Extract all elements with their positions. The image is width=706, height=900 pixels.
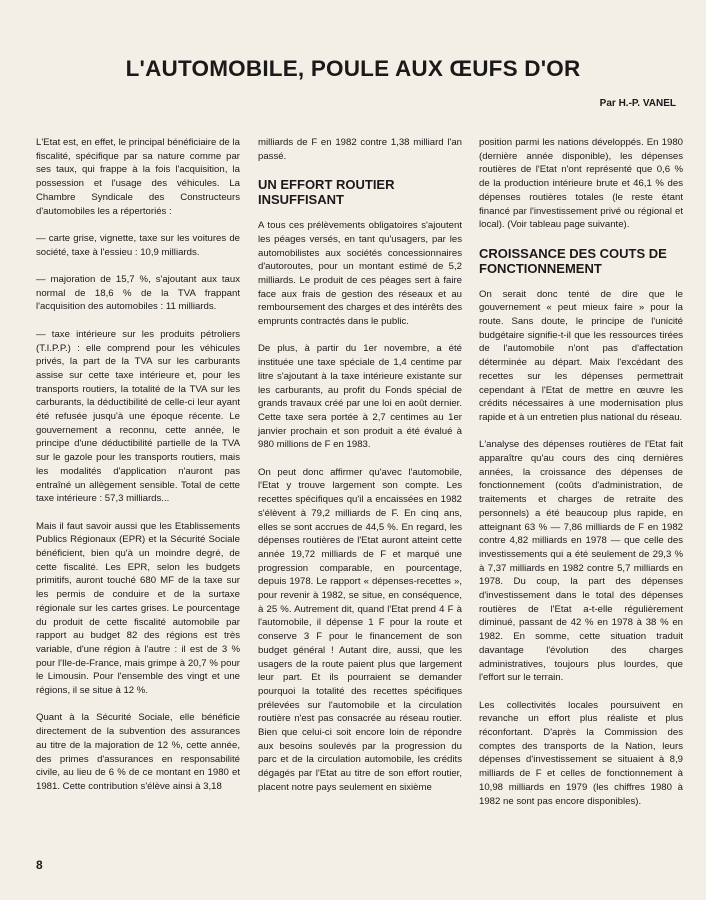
paragraph: De plus, à partir du 1er novembre, a été instituée une taxe spéciale de 1,4 centime par litre s'ajoutant à la taxe intérieure existante sur les carburants, au profit du Fonds spécial de grands travaux créé par une loi en août dernier. Cette taxe sera portée à 2,7 centimes au 1er janvier prochain et son produit a été évalué à 980 millions de F en 1983.: [258, 343, 462, 451]
paragraph: On peut donc affirmer qu'avec l'automobile, l'Etat y trouve largement son compte. Les recettes spécifiques qu'il a encaissées en 1982 s'élèvent à 79,2 milliards de F. En cinq ans, elles se sont accrues de 44,5 %. En regard, les dépenses routières de l'Etat auront atteint cette année 19,72 milliards de F et marqué une progression comparable, en pourcentage, depuis 1978. Le rapport « dépenses-recettes », pour revenir à 1982, se situe, en conséquence, à 25 %. Autrement dit, quand l'Etat prend 4 F à l'automobile, il dépense 1 F pour la route et conserve 3 F pour le financement de son budget général ! Autant dire, aussi, que les usagers de la route paient plus que largement leur part. Et ils pourraient se demander pourquoi la totalité des recettes spécifiques prélevées sur l'automobile et la circulation routière n'est pas consacrée au réseau routier. Bien que celui-ci soit encore loin de répondre aux besoins soulevés par la progression du parc et de la circulation automobile, les crédits dégagés par l'Etat au titre de son effort routier, placent notre pays seulement en sixième: [258, 466, 462, 793]
paragraph: On serait donc tenté de dire que le gouvernement « peut mieux faire » pour la route. Sans doute, le principe de l'unicité budgétaire signifie-t-il que les ressources tirées de l'automobile n'ont pas d'affectation déterminée au départ. Maix l'excédant des recettes sur les dépenses permettrait cependant à l'Etat de mettre en œuvre les crédits nécessaires à une modernisation plus rapide et à un entretien plus national du réseau.: [479, 288, 683, 423]
section-heading: UN EFFORT ROUTIER INSUFFISANT: [258, 177, 395, 208]
paragraph: position parmi les nations développés. En 1980 (dernière année disponible), les dépenses routières de l'Etat n'ont représenté que 0,6 % de la production intérieure brute et 46,1 % des dépenses routières totales (le reste étant financé par l'investissement privé ou régional et local). (Voir tableau page suivante).: [479, 137, 683, 231]
paragraph: A tous ces prélèvements obligatoires s'ajoutent les péages versés, en tant qu'usagers, par les automobilistes aux sociétés concessionnaires d'autoroutes, pour un montant estimé de 5,2 milliards. Le produit de ces péages sert à faire face aux frais de gestion des réseaux et au remboursement des charges et des intérêts des emprunts contractés dans le public.: [258, 220, 462, 328]
page-number: 8: [36, 858, 43, 872]
paragraph: L'Etat est, en effet, le principal bénéficiaire de la fiscalité, spécifique par sa nature comme par ses taux, qui frappe à la fois l'acquisition, la possession et l'usage des véhicules. La Chambre Syndicale des Constructeurs d'automobiles les a répertoriés :: [36, 137, 240, 217]
paragraph: Les collectivités locales poursuivent en revanche un effort plus réaliste et plus réconfortant. D'après la Commission des comptes des transports de la Nation, leurs dépenses d'investissement se situaient à 8,9 milliards de F et celles de fonctionnement à 10,98 milliards en 1979 (les chiffres 1980 à 1982 ne sont pas encore disponibles).: [479, 699, 683, 807]
paragraph: milliards de F en 1982 contre 1,38 milliard l'an passé.: [258, 137, 462, 162]
paragraph: Quant à la Sécurité Sociale, elle bénéficie directement de la subvention des assurances au titre de la majoration de 12 %, cette année, des primes d'assurances en responsabilité civile, au lieu de 6 % de ce montant en 1980 et 1981. Cette contribution s'élève ainsi à 3,18: [36, 712, 240, 792]
article-title: L'AUTOMOBILE, POULE AUX ŒUFS D'OR: [125, 56, 581, 81]
column-1: [36, 136, 240, 807]
column-2: [258, 136, 462, 808]
paragraph: L'analyse des dépenses routières de l'Etat fait apparaître qu'au cours des cinq dernières années, la croissance des dépenses de fonctionnement (coûts d'administration, de traitements et charges de retraite des personnels) a été beaucoup plus rapide, en atteignant 63 % — 7,86 milliards de F en 1982 contre 4,82 milliards en 1978 — que celle des investissements qui a été seulement de 29,3 % à 7,37 milliards en 1982 contre 5,7 milliards en 1978. Du coup, la part des dépenses d'investissement dans le total des dépenses routières de l'Etat a-t-elle régulièrement diminué, passant de 42 % en 1978 à 38 % en 1982. En somme, cette situation traduit davantage l'évolution des charges administratives, toujours plus lourdes, que l'effort sur le terrain.: [479, 439, 683, 684]
section-heading: CROISSANCE DES COUTS DE FONCTIONNEMENT: [479, 245, 667, 276]
paragraph: Mais il faut savoir aussi que les Etablissements Publics Régionaux (EPR) et la Sécurité Sociale bénéficient, bien qu'à un moindre degré, de cette fiscalité. Les EPR, selon les budgets primitifs, auront touché 680 MF de la taxe sur les permis de conduire et de la surtaxe régionale sur les cartes grises. Le pourcentage du produit de cette fiscalité automobile par rapport au budget 82 des régions est très variable, d'une région à l'autre : il est de 3 % pour l'Ile-de-France, mais grimpe à 20,7 % pour le Limousin. Pour l'ensemble des vingt et une régions, il se situe à 12 %.: [36, 520, 240, 697]
author-byline: Par H.-P. VANEL: [599, 98, 676, 109]
paragraph: — carte grise, vignette, taxe sur les voitures de société, taxe à l'essieu : 10,9 milliards.: [36, 232, 240, 258]
paragraph: — taxe intérieure sur les produits pétroliers (T.I.P.P.) : elle comprend pour les véhicules privés, la part de la TVA sur les carburants assise sur cette taxe intérieure et, pour les transports routiers, la totalité de la TVA sur les carburants, la déductibilité de celle-ci leur ayant été refusée jusqu'à une époque récente. Le gouvernement a reconnu, cette année, le principe d'une déductibilité partielle de la TVA sur le gazole pour les transports routiers, mais les modalités d'application n'auront pas entraîné un allègement sensible. Total de cette taxe intérieure : 57,3 milliards...: [36, 328, 240, 505]
paragraph: — majoration de 15,7 %, s'ajoutant aux taux normal de 18,6 % de la TVA frappant l'acquisition des automobiles : 11 milliards.: [36, 274, 240, 313]
column-3: [479, 136, 683, 822]
